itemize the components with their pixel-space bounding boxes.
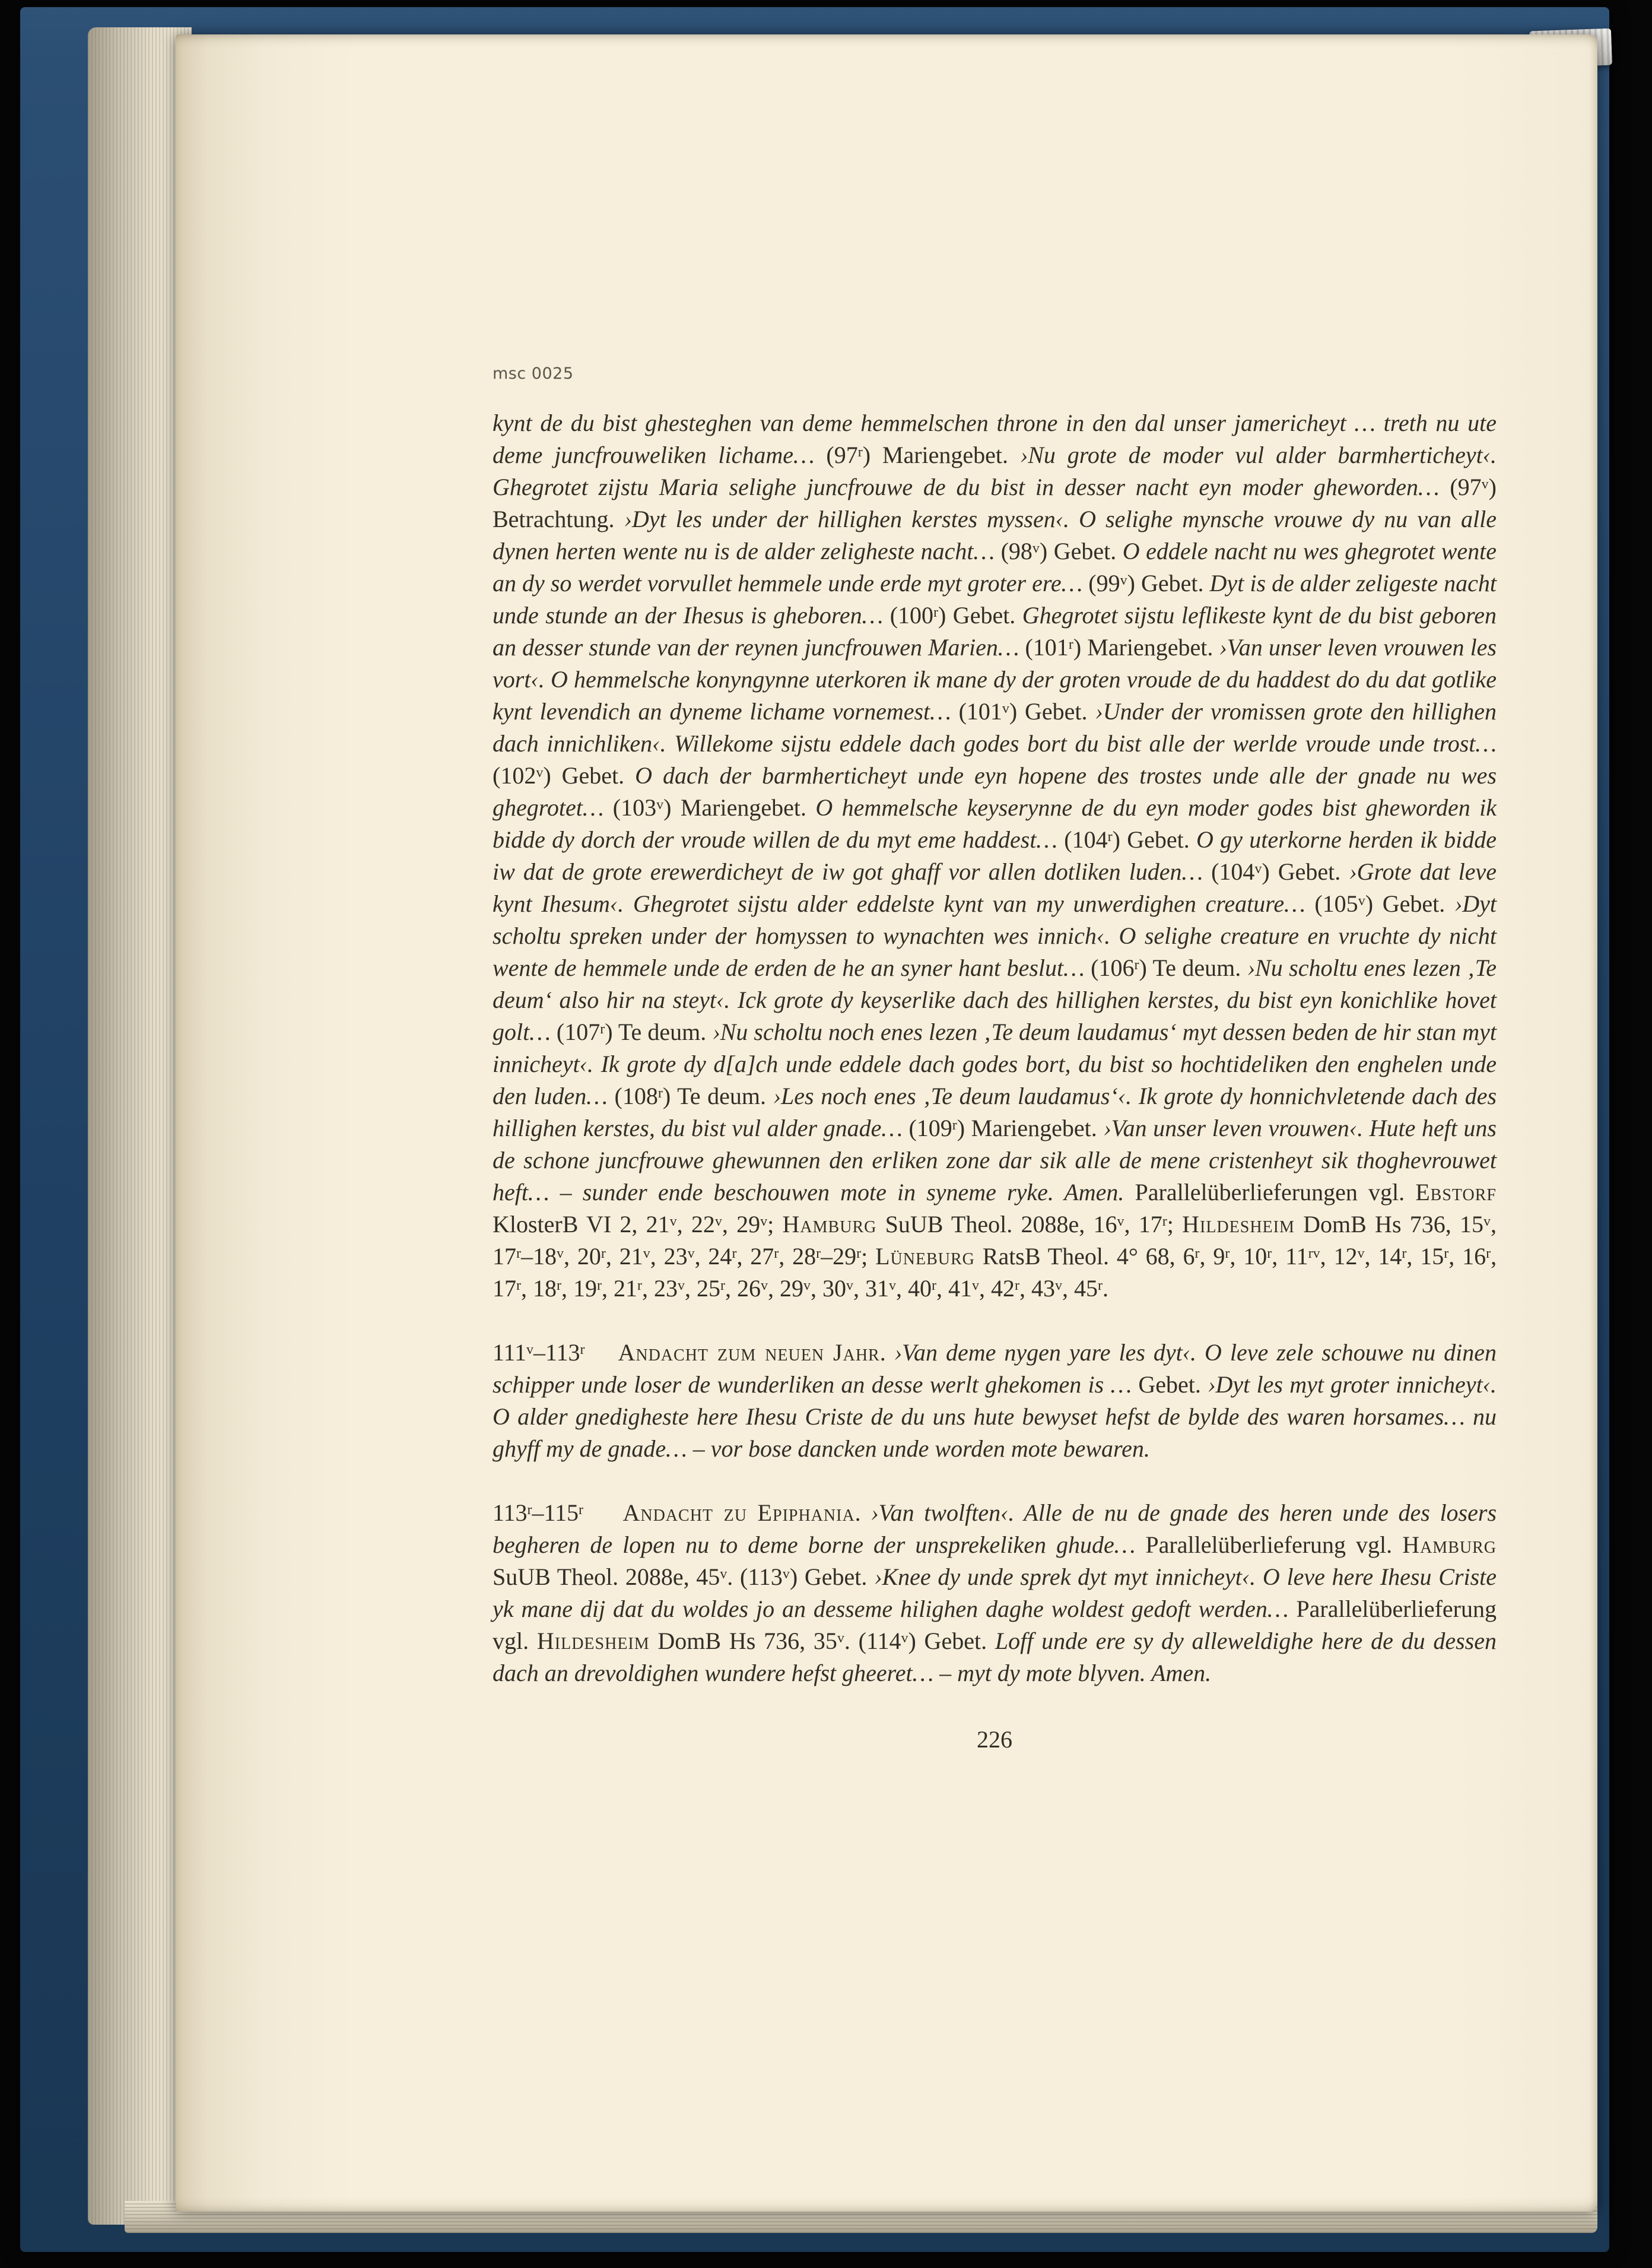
shelfmark-label: msc 0025: [493, 364, 574, 383]
catalog-entry-continuation: kynt de du bist ghesteghen van deme hemmelschen throne in den dal unser jamericheyt … treth nu ute deme juncfrouweliken lichame… (97$^r$) Mariengebet. ›Nu grote de moder vul alder barmherticheyt‹. Ghegrotet zijstu Maria selighe juncfrouwe de du bist in desser nacht eyn moder gheworden… (97$^v$) Betrachtung. ›Dyt les under der hillighen kerstes myssen‹. O selighe mynsche vrouwe dy nu van alle dynen herten wente nu is de alder zeligheste nacht… (98$^v$) Gebet. O eddele nacht nu wes ghegrotet wente an dy so werdet vorvullet hemmele unde erde myt groter ere… (99$^v$) Gebet. Dyt is de alder zeligeste nacht unde stunde an der Ihesus is gheboren… (100$^r$) Gebet. Ghegrotet sijstu leflikeste kynt de du bist geboren an desser stunde van der reynen juncfrouwen Marien… (101$^r$) Mariengebet. ›Van unser leven vrouwen les vort‹. O hemmelsche konyngynne uterkoren ik mane dy der groten vroude de du haddest do du dat gotlike kynt levendich an dyneme lichame vornemest… (101$^v$) Gebet. ›Under der vromissen grote den hillighen dach innichliken‹. Willekome sijstu eddele dach godes bort du bist alle der werlde vroude unde trost… (102$^v$) Gebet. O dach der barmherticheyt unde eyn hopene des trostes unde alle der gnade nu wes ghegrotet… (103$^v$) Mariengebet. O hemmelsche keyserynne de du eyn moder godes bist gheworden ik bidde dy dorch der vroude willen de du myt eme haddest… (104$^r$) Gebet. O gy uterkorne herden ik bidde iw dat de grote erewerdicheyt de iw got ghaff vor allen dotliken luden… (104$^v$) Gebet. ›Grote dat leve kynt Ihesum‹. Ghegrotet sijstu alder eddelste kynt van my unwerdighen creature… (105$^v$) Gebet. ›Dyt scholtu spreken under der homyssen to wynachten wes innich‹. O selighe creature en vruchte dy nicht wente de hemmele unde de erden de he an syner hant beslut… (106$^r$) Te deum. ›Nu scholtu enes lezen ‚Te deum‘ also hir na steyt‹. Ick grote dy keyserlike dach des hillighen kerstes, du bist eyn konichlike hovet golt… (107$^r$) Te deum. ›Nu scholtu noch enes lezen ‚Te deum laudamus‘ myt dessen beden de hir stan myt innicheyt‹. Ik grote dy d[a]ch unde eddele dach godes bort, du bist so hochtideliken den enghelen unde den luden… (108$^r$) Te deum. ›Les noch enes ‚Te deum laudamus‘‹. Ik grote dy honnichvletende dach des hillighen kerstes, du bist vul alder gnade… (109$^r$) Mariengebet. ›Van unser leven vrouwen‹. Hute heft uns de schone juncfrouwe ghewunnen den erliken zone dar sik alle de mene cristenheyt sik thoghevrouwet heft… – sunder ende beschouwen mote in syneme ryke. Amen. Parallelüberlieferungen vgl. Ebstorf KlosterB VI 2, 21$^v$, 22$^v$, 29$^v$; Hamburg SuUB Theol. 2088e, 16$^v$, 17$^r$; Hildesheim DomB Hs 736, 15$^v$, 17$^r$–18$^v$, 20$^r$, 21$^v$, 23$^v$, 24$^r$, 27$^r$, 28$^r$–29$^r$; Lüneburg RatsB Theol. 4° 68, 6$^r$, 9$^r$, 10$^r$, $11^{rv}$, 12$^v$, 14$^r$, 15$^r$, 16$^r$, 17$^r$, 18$^r$, 19$^r$, 21$^r$, 23$^v$, 25$^r$, 26$^v$, 29$^v$, 30$^v$, 31$^v$, 40$^r$, 41$^v$, 42$^r$, 43$^v$, 45$^r$.: [493, 410, 1497, 1302]
catalog-text: [493, 407, 1497, 1756]
catalog-entry-new-year: 111$^v$–113$^r$ Andacht zum neuen Jahr. ›Van deme nygen yare les dyt‹. O leve zele schouwe nu dinen schipper unde loser de wunderliken an desse werlt ghekomen is … Gebet. ›Dyt les myt groter innicheyt‹. O alder gnedigheste here Ihesu Criste de du uns hute bewyset hefst de bylde des waren horsames… nu ghyff my de gnade… – vor bose dancken unde worden mote bewaren.: [493, 1339, 1497, 1462]
page-number: 226: [977, 1726, 1012, 1753]
book-page: [176, 34, 1597, 2212]
catalog-entry-epiphany: 113$^r$–115$^r$ Andacht zu Epiphania. ›Van twolften‹. Alle de nu de gnade des heren unde des losers begheren de lopen nu to deme borne der unsprekeliken ghude… Parallelüberlieferung vgl. Hamburg SuUB Theol. 2088e, 45$^v$. (113$^v$) Gebet. ›Knee dy unde sprek dyt myt innicheyt‹. O leve here Ihesu Criste yk mane dij dat du woldes jo an desseme hilighen daghe woldest gedoft werden… Parallelüberlieferung vgl. Hildesheim DomB Hs 736, 35$^v$. (114$^v$) Gebet. Loff unde ere sy dy alleweldighe here de du dessen dach an drevoldighen wundere hefst gheeret… – myt dy mote blyven. Amen.: [493, 1499, 1497, 1686]
